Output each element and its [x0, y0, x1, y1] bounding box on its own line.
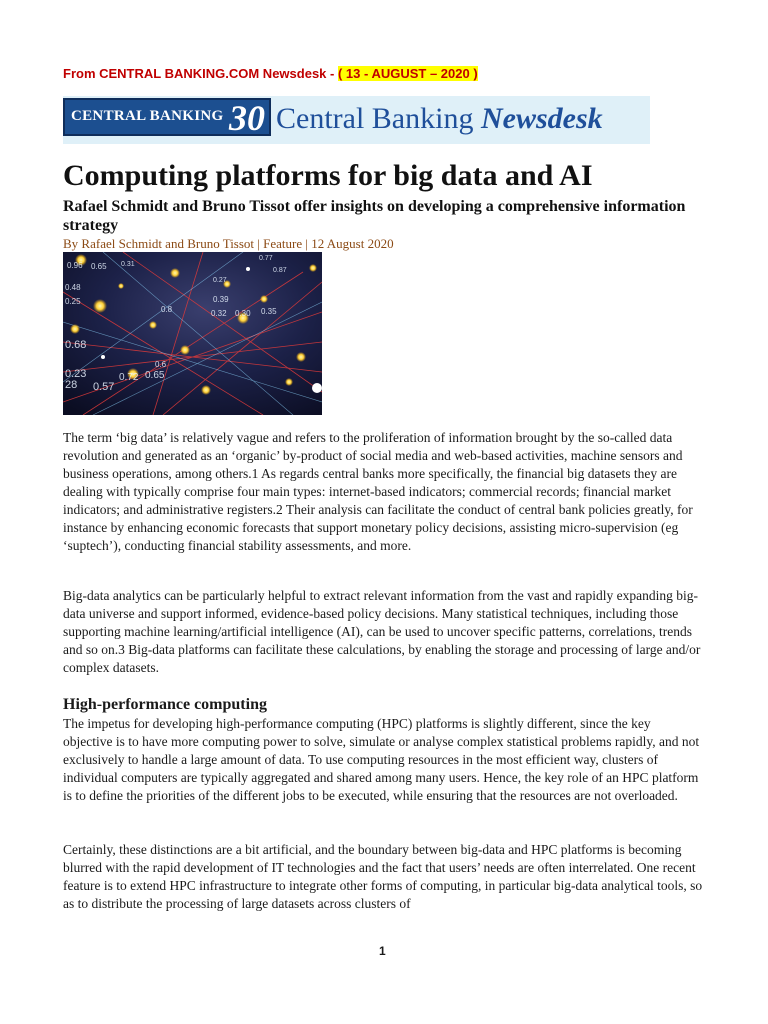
image-number: 0.65	[145, 370, 165, 381]
image-number: 28	[65, 379, 78, 391]
source-date: ( 13 - AUGUST – 2020 )	[337, 66, 478, 81]
image-number: 0.87	[273, 267, 287, 274]
image-number: 0.72	[119, 372, 139, 383]
logo-text: CENTRAL BANKING	[71, 108, 224, 124]
image-number: 0.30	[235, 309, 251, 318]
image-number: 0.57	[93, 381, 115, 393]
banner-title-italic: Newsdesk	[480, 102, 603, 135]
article-title: Computing platforms for big data and AI	[63, 159, 593, 192]
image-number: 0.35	[261, 307, 277, 316]
paragraph: Certainly, these distinctions are a bit artificial, and the boundary between big-data and HPC platforms is becoming blurred with the rapid development of IT technologies and the fact that users’ needs are often interrelated. One recent feature is to extend HPC infrastructure to integrate other forms of computing, in particular big-data analytical tools, so as to distribute the processing of large datasets across clusters of	[63, 842, 703, 911]
article-byline: By Rafael Schmidt and Bruno Tissot | Feature | 12 August 2020	[63, 236, 394, 251]
source-line	[63, 66, 478, 81]
article-subtitle: Rafael Schmidt and Bruno Tissot offer insights on developing a comprehensive information strategy	[63, 198, 686, 234]
paragraph: The impetus for developing high-performance computing (HPC) platforms is slightly different, since the key objective is to have more computing power to solve, simulate or analyse complex statistical problems rapidly, and not exclusively to handle a large amount of data. To use computing resources in the most efficient way, clusters of individual computers are typically aggregated and shared among many users. Hence, the key role of an HPC platform is to define the priorities of the different jobs to be executed, while ensuring that the resources are not overloaded.	[63, 716, 700, 803]
banner-title	[276, 101, 603, 137]
section-heading: High-performance computing	[63, 696, 267, 713]
image-number: 0.23	[65, 368, 87, 380]
image-number: 0.65	[91, 262, 107, 271]
banner-title-regular: Central Banking	[276, 102, 481, 135]
image-number: 0.8	[161, 305, 173, 314]
image-number: 0.25	[65, 297, 81, 306]
image-number: 0.27	[213, 277, 227, 284]
image-number: 0.39	[213, 295, 229, 304]
newsdesk-banner	[63, 96, 650, 144]
central-banking-logo	[63, 98, 271, 136]
logo-number: 30	[229, 98, 265, 138]
image-number: 0.31	[121, 261, 135, 268]
network-data-image	[63, 252, 322, 415]
source-prefix: From CENTRAL BANKING.COM Newsdesk -	[63, 66, 338, 81]
page-number: 1	[379, 944, 386, 958]
image-number: 0.68	[65, 339, 87, 351]
paragraph: The term ‘big data’ is relatively vague and refers to the proliferation of information brought by the so-called data revolution and generated as an ‘organic’ by-product of social media and web-based activities, machine sensors and business operations, among others.1 As regards central banks more specifically, the financial big datasets they are dealing with typically comprise four main types: internet-based indicators; commercial records; financial market indicators; and administrative registers.2 Their analysis can facilitate the conduct of central bank policies greatly, for instance by enhancing economic forecasts that support monetary policy decisions, assisting micro-supervision (eg ‘suptech’), conducting financial stability assessments, and more.	[63, 430, 693, 553]
image-number: 0.77	[259, 255, 273, 262]
image-number: 0.6	[155, 360, 167, 369]
image-number: 0.48	[65, 283, 81, 292]
paragraph: Big-data analytics can be particularly helpful to extract relevant information from the vast and rapidly expanding big-data universe and support informed, evidence-based policy decisions. Many statistical techniques, including those supporting machine learning/artificial intelligence (AI), can be used to uncover specific patterns, correlations, trends and so on.3 Big-data platforms can facilitate these calculations, by enabling the storage and processing of large and/or complex datasets.	[63, 588, 701, 675]
image-number: 0.32	[211, 309, 227, 318]
image-number: 0.96	[67, 261, 83, 270]
